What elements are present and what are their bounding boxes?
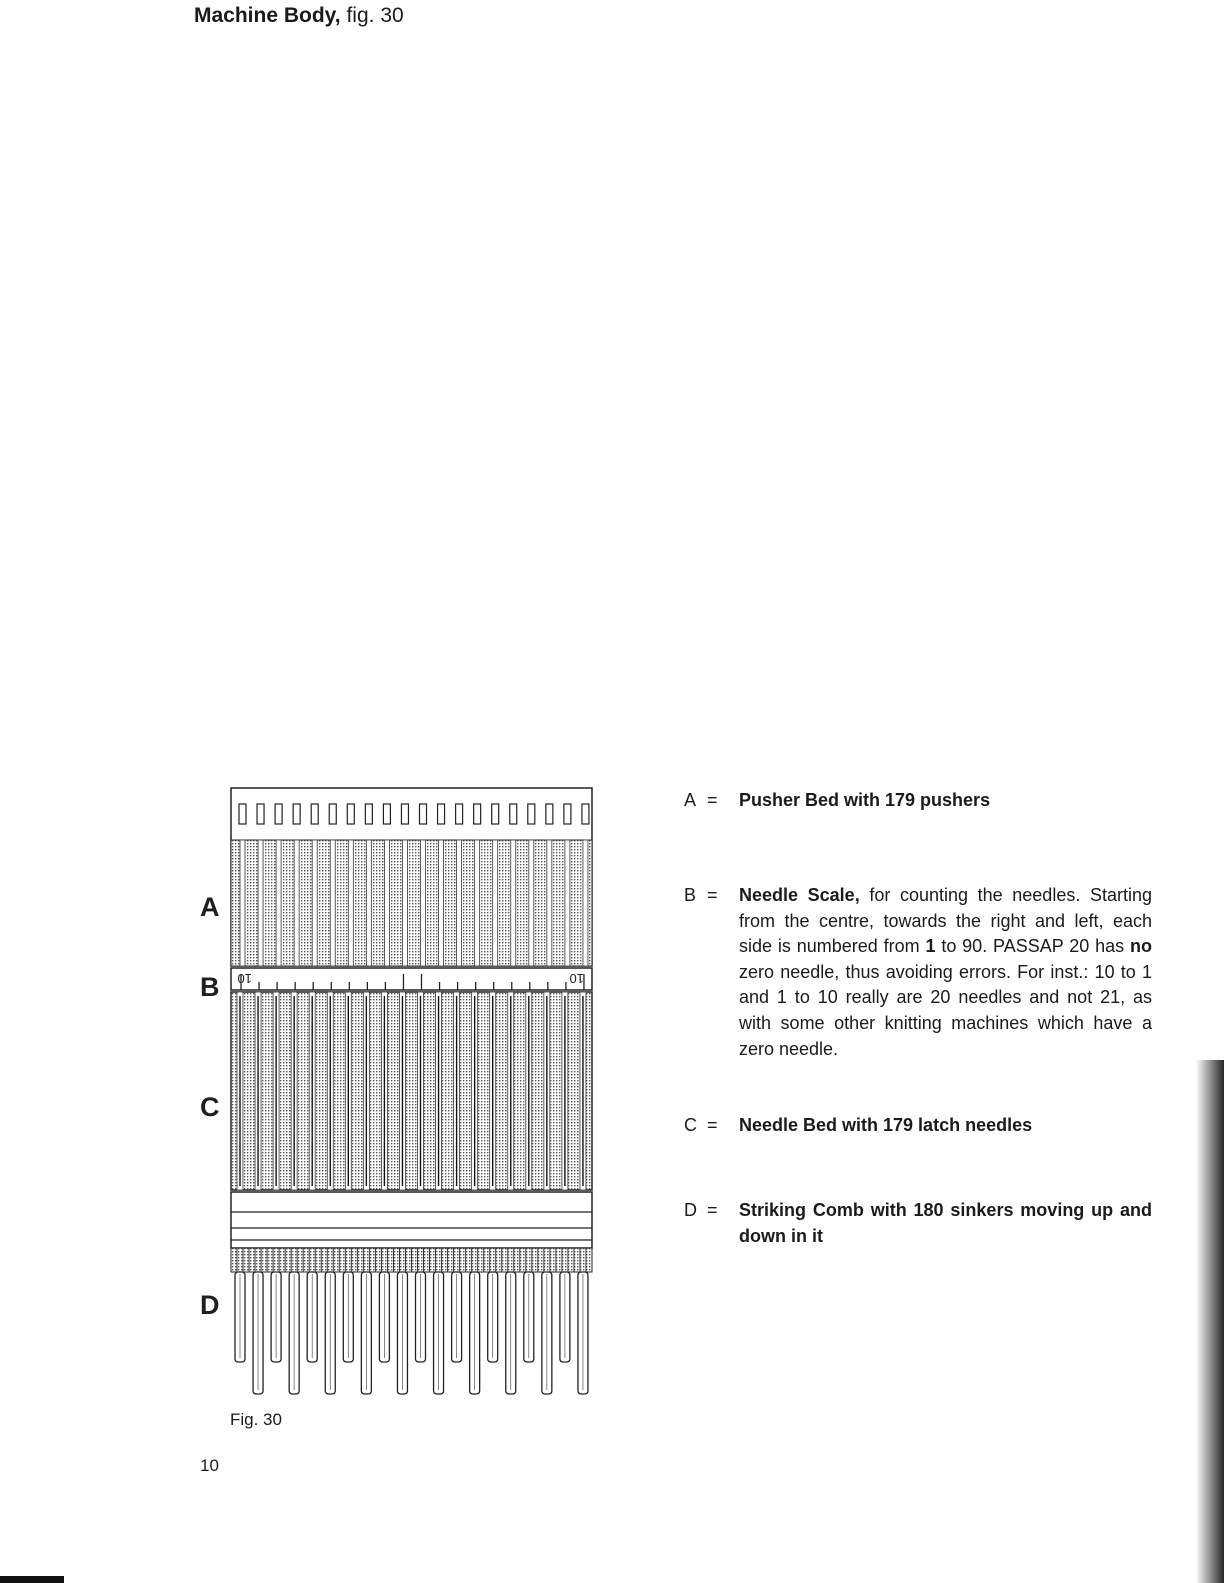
scan-shadow [1196,1060,1224,1583]
pusher-butt [401,804,408,824]
pusher-butt [257,804,264,824]
legend-key-d: D [684,1200,697,1220]
scale-number-right: 10 [569,971,584,986]
legend-b-text2: to 90. PASSAP 20 has [935,936,1130,957]
pusher-butt [456,804,463,824]
legend-entry-d [684,1198,1152,1249]
pusher-butt [311,804,318,824]
pusher-stem [294,840,299,966]
legend-b-bold2: no [1130,936,1152,957]
pusher-stem [547,840,552,966]
pusher-butt [474,804,481,824]
pusher-butt [420,804,427,824]
pusher-stem [565,840,570,966]
label-b: B [200,972,220,1002]
pusher-butt [347,804,354,824]
needle-bed [231,992,592,1190]
figure-drawing [198,782,598,1402]
pusher-butt [582,804,589,824]
legend-key-a: A [684,790,697,810]
label-d: D [200,1290,220,1320]
pusher-butt [329,804,336,824]
pusher-bed [231,788,592,966]
pusher-stem [493,840,498,966]
pusher-stem [276,840,281,966]
legend-text-c: Needle Bed with 179 latch needles [739,1115,1033,1135]
heading-rest: fig. 30 [340,4,404,27]
legend-text-a: Pusher Bed with 179 pushers [739,790,991,810]
legend-key-b: B [684,885,697,905]
pusher-butt [492,804,499,824]
equals-sign: = [707,1200,718,1220]
needle-scale [231,968,592,990]
pusher-stem [312,840,317,966]
pusher-butt [564,804,571,824]
equals-sign: = [707,1115,718,1135]
pusher-stem [511,840,516,966]
legend-entry-c [684,1113,1152,1139]
heading-bold: Machine Body, [194,4,341,27]
pusher-stem [366,840,371,966]
label-c: C [200,1092,220,1122]
legend-b-bold: Needle Scale, [739,885,860,905]
legend-b-bold1: 1 [925,936,936,957]
pusher-stem [240,840,245,966]
legend-entry-a [684,788,1152,814]
scale-number-left: 10 [237,971,252,986]
pusher-stem [421,840,426,966]
pusher-butt [275,804,282,824]
legend-text-b [739,883,1152,1062]
pusher-butt [546,804,553,824]
pusher-stem [402,840,407,966]
page-number: 10 [200,1456,219,1475]
pusher-butt [528,804,535,824]
pusher-butt [365,804,372,824]
pusher-stem [348,840,353,966]
pusher-butt [383,804,390,824]
page-heading [194,4,404,28]
pusher-butt [510,804,517,824]
label-a: A [200,892,220,922]
pusher-stem [457,840,462,966]
pusher-stem [384,840,389,966]
pusher-stem [529,840,534,966]
pusher-stem [439,840,444,966]
scan-edge-mark [0,1576,64,1583]
pusher-stem [475,840,480,966]
striking-comb [231,1192,592,1394]
figure-caption: Fig. 30 [230,1410,282,1429]
legend-b-text1: for counting the needles. Starting from the centre, towards the right and left, each side is numbered from [739,885,1152,957]
pusher-stem [330,840,335,966]
pusher-butt [293,804,300,824]
legend-key-c: C [684,1115,697,1135]
pusher-butt [239,804,246,824]
legend-entry-b [684,883,1152,1062]
legend-text-d: Striking Comb with 180 sinkers moving up and down in it [739,1200,1152,1246]
equals-sign: = [707,790,718,810]
legend-b-text3: zero needle, thus avoiding errors. For inst.: 10 to 1 and 1 to 10 really are 20 needles and not 21, as with some other knitting machines which have a zero needle. [739,961,1152,1059]
pusher-stem [583,840,588,966]
pusher-stem [258,840,263,966]
machine-body-figure [198,782,598,1407]
pusher-butt [438,804,445,824]
equals-sign: = [707,885,718,905]
